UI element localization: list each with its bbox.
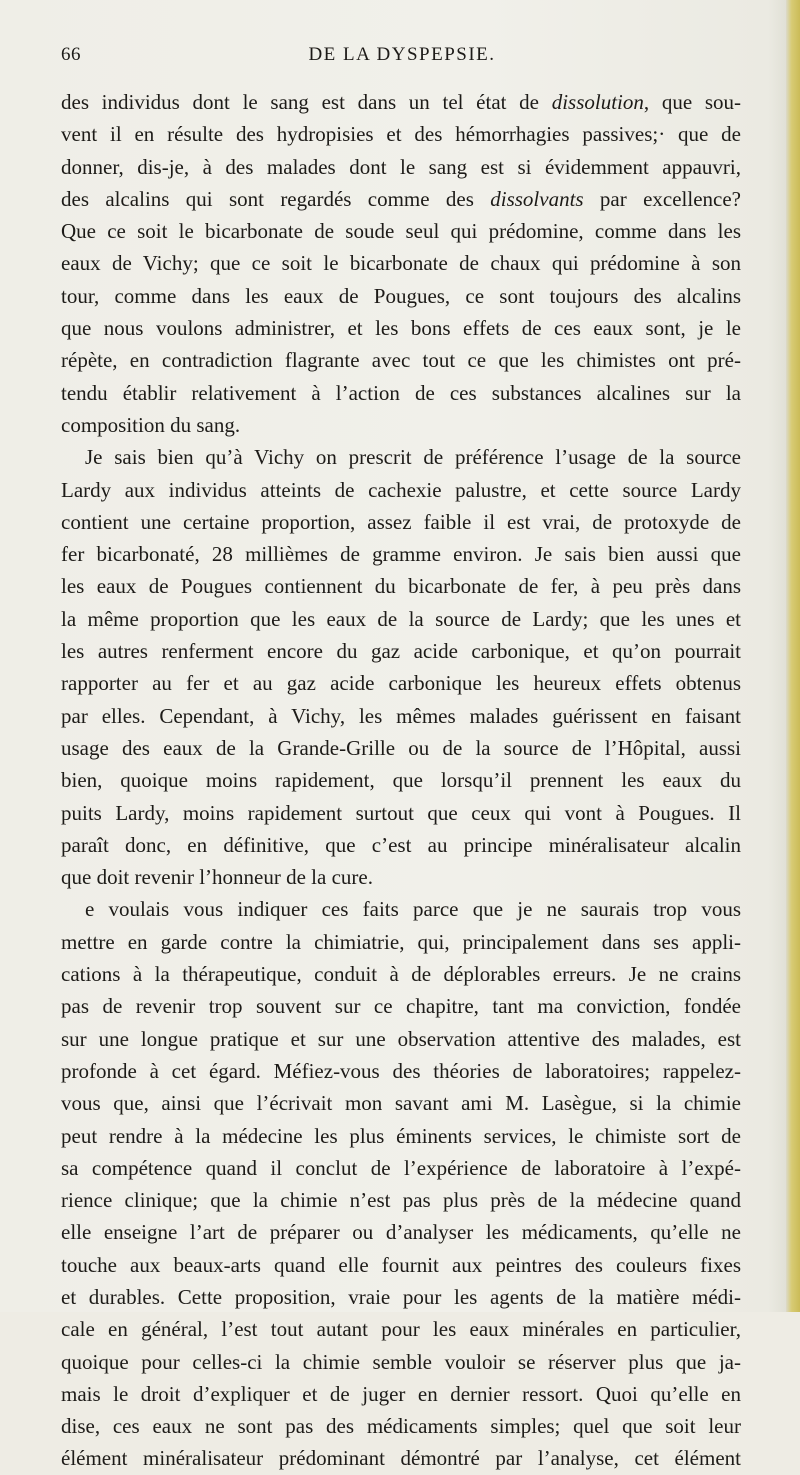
text-segment: sa compétence quand il conclut de l’expérience de laboratoire à l’expé- bbox=[61, 1155, 741, 1180]
text-segment: touche aux beaux-arts quand elle fournit aux peintres des couleurs fixes bbox=[61, 1252, 741, 1277]
text-line bbox=[61, 1249, 741, 1281]
text-line bbox=[61, 1346, 741, 1378]
text-segment: des alcalins qui sont regardés comme des bbox=[61, 186, 491, 211]
text-segment: et durables. Cette proposition, vraie pour les agents de la matière médi- bbox=[61, 1284, 741, 1309]
text-line bbox=[61, 570, 741, 602]
text-segment: bien, quoique moins rapidement, que lorsqu’il prennent les eaux du bbox=[61, 768, 741, 793]
italic-text: dissolvants bbox=[490, 186, 584, 211]
text-line bbox=[61, 506, 741, 538]
page-header bbox=[61, 44, 743, 72]
text-line bbox=[61, 1184, 741, 1216]
text-segment: élément minéralisateur prédominant démontré par l’analyse, cet élément bbox=[61, 1446, 741, 1471]
text-line bbox=[61, 86, 741, 118]
text-segment: cale en général, l’est tout autant pour les eaux minérales en particulier, bbox=[61, 1317, 741, 1342]
text-line bbox=[61, 344, 741, 376]
running-head: DE LA DYSPEPSIE. bbox=[308, 44, 496, 65]
text-line bbox=[61, 990, 741, 1022]
text-segment: eaux de Vichy; que ce soit le bicarbonate de chaux qui prédomine à son bbox=[61, 251, 741, 276]
text-line bbox=[61, 1410, 741, 1442]
text-line bbox=[61, 377, 741, 409]
text-segment: paraît donc, en définitive, que c’est au principe minéralisateur alcalin bbox=[61, 832, 741, 857]
text-segment: vous que, ainsi que l’écrivait mon savant ami M. Lasègue, si la chimie bbox=[61, 1091, 741, 1116]
text-segment: Que ce soit le bicarbonate de soude seul qui prédomine, comme dans les bbox=[61, 219, 741, 244]
text-line bbox=[61, 764, 741, 796]
text-segment: des individus dont le sang est dans un tel état de bbox=[61, 90, 552, 114]
page-number: 66 bbox=[61, 44, 81, 65]
text-line bbox=[61, 151, 741, 183]
text-segment: vent il en résulte des hydropisies et des hémorrhagies passives;· que de bbox=[61, 122, 741, 147]
text-line bbox=[61, 829, 741, 861]
text-segment: elle enseigne l’art de préparer ou d’analyser les médicaments, qu’elle ne bbox=[61, 1220, 741, 1245]
text-line bbox=[61, 1313, 741, 1345]
text-segment: la même proportion que les eaux de la source de Lardy; que les unes et bbox=[61, 606, 741, 631]
text-segment: contient une certaine proportion, assez faible il est vrai, de protoxyde de bbox=[61, 509, 741, 534]
text-segment: mettre en garde contre la chimiatrie, qui, principalement dans ses appli- bbox=[61, 929, 741, 954]
text-line bbox=[61, 1055, 741, 1087]
text-segment: tendu établir relativement à l’action de ces substances alcalines sur la bbox=[61, 380, 741, 405]
body-text bbox=[61, 86, 741, 1475]
text-line bbox=[61, 861, 741, 893]
text-line bbox=[61, 409, 741, 441]
text-segment: Je sais bien qu’à Vichy on prescrit de préférence l’usage de la source bbox=[85, 445, 741, 470]
text-segment: par elles. Cependant, à Vichy, les mêmes malades guérissent en faisant bbox=[61, 703, 741, 728]
text-segment: les autres renferment encore du gaz acide carbonique, et qu’on pourrait bbox=[61, 639, 741, 664]
text-line bbox=[61, 474, 741, 506]
text-segment: , que sou- bbox=[643, 90, 741, 114]
text-line bbox=[61, 247, 741, 279]
text-line bbox=[61, 797, 741, 829]
text-line bbox=[61, 312, 741, 344]
text-segment: fer bicarbonaté, 28 millièmes de gramme environ. Je sais bien aussi que bbox=[61, 542, 741, 567]
text-line bbox=[61, 1378, 741, 1410]
text-line bbox=[61, 441, 741, 473]
text-line bbox=[61, 1152, 741, 1184]
text-line bbox=[61, 635, 741, 667]
text-line bbox=[61, 280, 741, 312]
text-segment: les eaux de Pougues contiennent du bicarbonate de fer, à peu près dans bbox=[61, 574, 741, 599]
text-segment: rapporter au fer et au gaz acide carbonique les heureux effets obtenus bbox=[61, 671, 741, 696]
text-line bbox=[61, 538, 741, 570]
text-line bbox=[61, 926, 741, 958]
text-segment: Lardy aux individus atteints de cachexie palustre, et cette source Lardy bbox=[61, 477, 741, 502]
text-segment: e voulais vous indiquer ces faits parce que je ne saurais trop vous bbox=[85, 897, 741, 922]
text-line bbox=[61, 1120, 741, 1152]
text-segment: puits Lardy, moins rapidement surtout que ceux qui vont à Pougues. Il bbox=[61, 800, 741, 825]
text-segment: rience clinique; que la chimie n’est pas plus près de la médecine quand bbox=[61, 1188, 741, 1213]
text-segment: par excellence? bbox=[583, 186, 741, 211]
text-segment: dise, ces eaux ne sont pas des médicaments simples; quel que soit leur bbox=[61, 1414, 741, 1439]
text-line bbox=[61, 732, 741, 764]
text-line bbox=[61, 667, 741, 699]
text-line bbox=[61, 1216, 741, 1248]
page-edge bbox=[786, 0, 800, 1312]
text-line bbox=[61, 1023, 741, 1055]
text-segment: répète, en contradiction flagrante avec tout ce que les chimistes ont pré- bbox=[61, 348, 741, 373]
text-segment: donner, dis-je, à des malades dont le sang est si évidemment appauvri, bbox=[61, 154, 741, 179]
text-line bbox=[61, 603, 741, 635]
text-line bbox=[61, 1087, 741, 1119]
text-segment: profonde à cet égard. Méfiez-vous des théories de laboratoires; rappelez- bbox=[61, 1058, 741, 1083]
text-segment: mais le droit d’expliquer et de juger en dernier ressort. Quoi qu’elle en bbox=[61, 1381, 741, 1406]
text-segment: quoique pour celles-ci la chimie semble vouloir se réserver plus que ja- bbox=[61, 1349, 741, 1374]
text-line bbox=[61, 183, 741, 215]
text-segment: que nous voulons administrer, et les bons effets de ces eaux sont, je le bbox=[61, 316, 741, 341]
text-line bbox=[61, 1281, 741, 1313]
text-line bbox=[61, 893, 741, 925]
text-segment: tour, comme dans les eaux de Pougues, ce sont toujours des alcalins bbox=[61, 283, 741, 308]
text-line bbox=[61, 700, 741, 732]
text-segment: cations à la thérapeutique, conduit à de déplorables erreurs. Je ne crains bbox=[61, 962, 741, 987]
italic-text: dissolution bbox=[551, 90, 644, 114]
text-segment: peut rendre à la médecine les plus éminents services, le chimiste sort de bbox=[61, 1123, 741, 1148]
text-segment: usage des eaux de la Grande-Grille ou de la source de l’Hôpital, aussi bbox=[61, 735, 741, 760]
text-segment: pas de revenir trop souvent sur ce chapitre, tant ma conviction, fondée bbox=[61, 994, 741, 1019]
text-segment: composition du sang. bbox=[61, 412, 241, 437]
text-line bbox=[61, 958, 741, 990]
text-segment: sur une longue pratique et sur une observation attentive des malades, est bbox=[61, 1026, 741, 1051]
text-line bbox=[61, 1442, 741, 1474]
text-segment: que doit revenir l’honneur de la cure. bbox=[61, 865, 373, 890]
text-line bbox=[61, 118, 741, 150]
text-line bbox=[61, 215, 741, 247]
